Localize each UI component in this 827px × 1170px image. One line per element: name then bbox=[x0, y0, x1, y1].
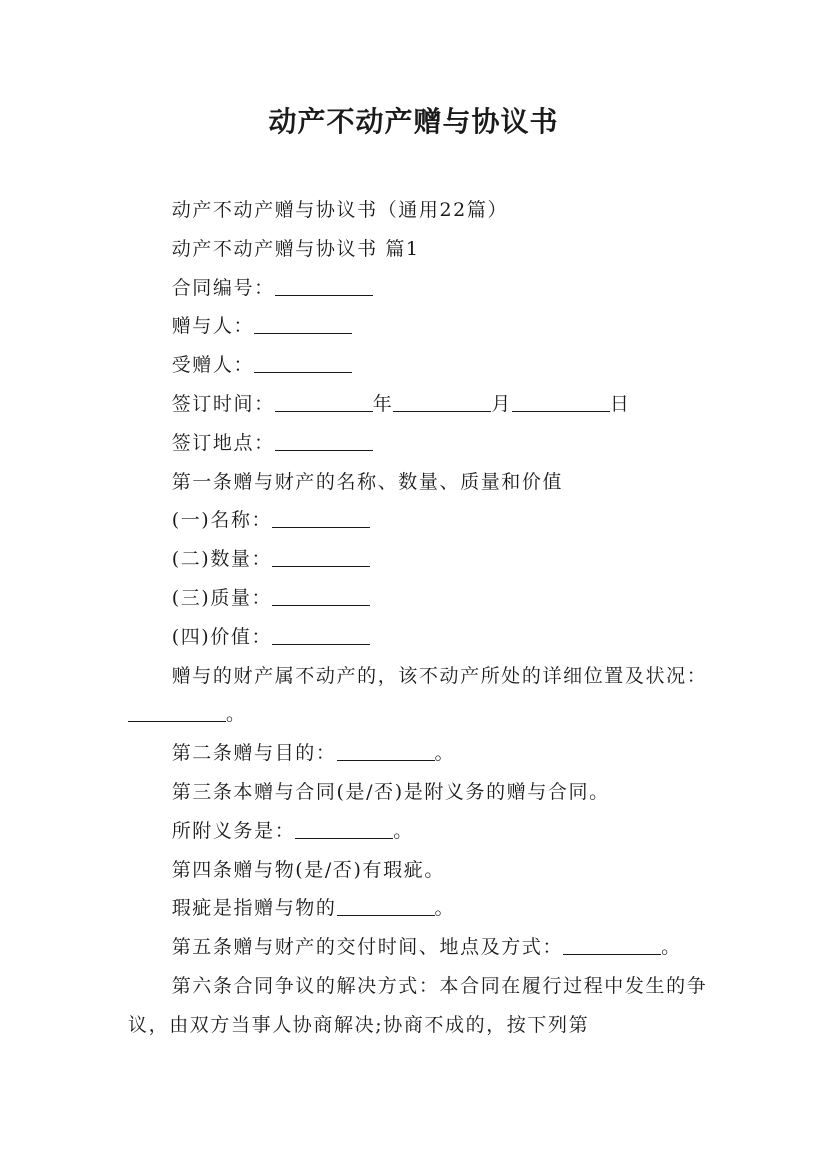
item-quantity-blank bbox=[272, 547, 370, 567]
real-estate-text: 赠与的财产属不动产的，该不动产所处的详细位置及状况： bbox=[171, 664, 708, 687]
day-label: 日 bbox=[609, 392, 631, 415]
real-estate-paragraph bbox=[128, 657, 708, 735]
contract-number-blank bbox=[275, 276, 373, 296]
period-mark: 。 bbox=[661, 936, 682, 959]
sign-time-label: 签订时间： bbox=[171, 392, 275, 415]
item-name-blank bbox=[272, 508, 370, 528]
obligation-text: 所附义务是： bbox=[171, 819, 296, 842]
sign-place-blank bbox=[275, 431, 373, 451]
donor-blank bbox=[254, 314, 352, 334]
day-blank bbox=[512, 392, 610, 412]
sign-time-line bbox=[128, 385, 708, 424]
article-3: 第三条本赠与合同(是/否)是附义务的赠与合同。 bbox=[171, 780, 610, 803]
sign-place-line bbox=[128, 424, 708, 463]
item-quality-label: (三)质量： bbox=[171, 586, 273, 609]
item-value-line bbox=[128, 618, 708, 657]
contract-number-label: 合同编号： bbox=[171, 276, 275, 299]
item-quantity-line bbox=[128, 540, 708, 579]
article-5-text: 第五条赠与财产的交付时间、地点及方式： bbox=[171, 936, 564, 959]
period-mark: 。 bbox=[434, 742, 456, 765]
month-label: 月 bbox=[491, 392, 512, 415]
subtitle: 动产不动产赠与协议书（通用22篇） bbox=[171, 199, 509, 221]
article-6: 第六条合同争议的解决方式：本合同在履行过程中发生的争议，由双方当事人协商解决;协商不成的，按下列第 bbox=[128, 974, 708, 1036]
year-label: 年 bbox=[372, 392, 394, 415]
sign-place-label: 签订地点： bbox=[171, 431, 275, 454]
item-name-line bbox=[128, 501, 708, 540]
period-mark: 。 bbox=[393, 819, 414, 842]
document-title: 动产不动产赠与协议书 bbox=[268, 105, 559, 138]
section-heading: 动产不动产赠与协议书 篇1 bbox=[171, 237, 420, 260]
year-blank bbox=[275, 392, 373, 412]
article-2 bbox=[128, 734, 708, 773]
item-value-label: (四)价值： bbox=[171, 625, 273, 648]
period-mark: 。 bbox=[434, 897, 456, 920]
period-mark: 。 bbox=[226, 703, 247, 726]
article-2-blank bbox=[337, 741, 435, 761]
defect-text: 瑕疵是指赠与物的 bbox=[171, 897, 337, 920]
item-value-blank bbox=[272, 625, 370, 645]
item-quality-line bbox=[128, 579, 708, 618]
contract-number-line bbox=[128, 269, 708, 308]
donor-line bbox=[128, 307, 708, 346]
donee-blank bbox=[254, 353, 352, 373]
donee-line bbox=[128, 346, 708, 385]
obligation-line bbox=[128, 812, 708, 851]
item-name-label: (一)名称： bbox=[171, 509, 273, 532]
donor-label: 赠与人： bbox=[171, 315, 255, 338]
defect-line bbox=[128, 889, 708, 928]
article-2-text: 第二条赠与目的： bbox=[171, 742, 337, 765]
item-quality-blank bbox=[272, 586, 370, 606]
article-5 bbox=[128, 928, 708, 967]
document-body bbox=[128, 191, 708, 1045]
month-blank bbox=[393, 392, 491, 412]
item-quantity-label: (二)数量： bbox=[171, 548, 273, 571]
defect-blank bbox=[337, 896, 435, 916]
obligation-blank bbox=[295, 819, 393, 839]
donee-label: 受赠人： bbox=[171, 354, 255, 377]
article-5-blank bbox=[563, 935, 661, 955]
real-estate-blank bbox=[128, 702, 226, 722]
article-1: 第一条赠与财产的名称、数量、质量和价值 bbox=[171, 470, 564, 493]
article-4: 第四条赠与物(是/否)有瑕疵。 bbox=[171, 858, 445, 881]
